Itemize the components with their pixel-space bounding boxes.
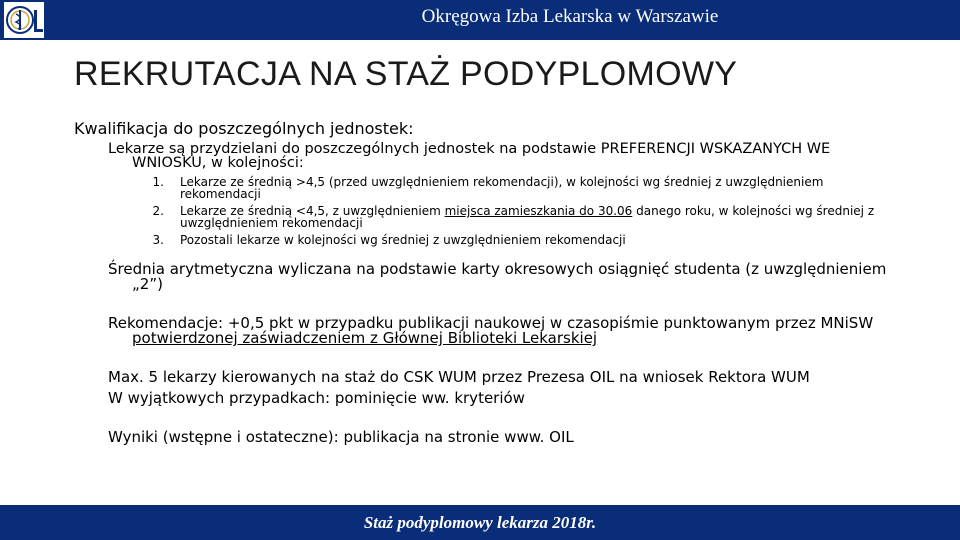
- srednia-paragraph: Średnia arytmetyczna wyliczana na podstawie karty okresowych osiągnięć studenta (z uwzględnieniem „2”): [108, 260, 887, 293]
- max-paragraph: Max. 5 lekarzy kierowanych na staż do CSK WUM przez Prezesa OIL na wniosek Rektora WUM: [108, 368, 810, 386]
- rekomendacje-underlined-text: potwierdzonej zaświadczeniem z Głównej Biblioteki Lekarskiej: [132, 329, 598, 347]
- exceptions-paragraph: W wyjątkowych przypadkach: pominięcie ww. kryteriów: [108, 389, 525, 407]
- header-title: Okręgowa Izba Lekarska w Warszawie: [421, 6, 719, 27]
- section-heading: Kwalifikacja do poszczególnych jednostek:: [74, 119, 414, 138]
- footer-text: Staż podyplomowy lekarza 2018r.: [363, 513, 597, 532]
- intro-paragraph: Lekarze są przydzielani do poszczególnych jednostek na podstawie PREFERENCJI WSKAZANYCH WE WNIOSKU, w kolejności:: [108, 141, 831, 171]
- list-item-number: 2.: [152, 204, 164, 218]
- page-title: REKRUTACJA NA STAŻ PODYPLOMOWY: [74, 55, 738, 93]
- criteria-list: [74, 176, 904, 246]
- list-item-number: 1.: [152, 175, 164, 189]
- rekomendacje-paragraph: [108, 316, 904, 346]
- slide-content: [74, 120, 904, 469]
- list-item-underlined-text: miejsca zamieszkania do 30.06: [444, 204, 633, 218]
- results-paragraph: Wyniki (wstępne i ostateczne): publikacja na stronie www. OIL: [108, 428, 574, 446]
- rekomendacje-text: Rekomendacje: +0,5 pkt w przypadku publikacji naukowej w czasopiśmie punktowanym przez MNiSW: [108, 314, 874, 332]
- list-item-text-before: Lekarze ze średnią <4,5, z uwzględnieniem: [180, 204, 445, 218]
- list-item: [74, 234, 904, 246]
- list-item-number: 3.: [152, 233, 164, 247]
- list-item-text: Pozostali lekarze w kolejności wg średniej z uwzględnieniem rekomendacji: [180, 233, 626, 247]
- list-item: [74, 205, 904, 229]
- list-item-text: Lekarze ze średnią >4,5 (przed uwzględnieniem rekomendacji), w kolejności wg średniej z uwzględnieniem rekomendacji: [180, 175, 824, 201]
- list-item-text-after: danego roku, w kolejności wg średniej z uwzględnieniem rekomendacji: [180, 204, 875, 230]
- list-item: [74, 176, 904, 200]
